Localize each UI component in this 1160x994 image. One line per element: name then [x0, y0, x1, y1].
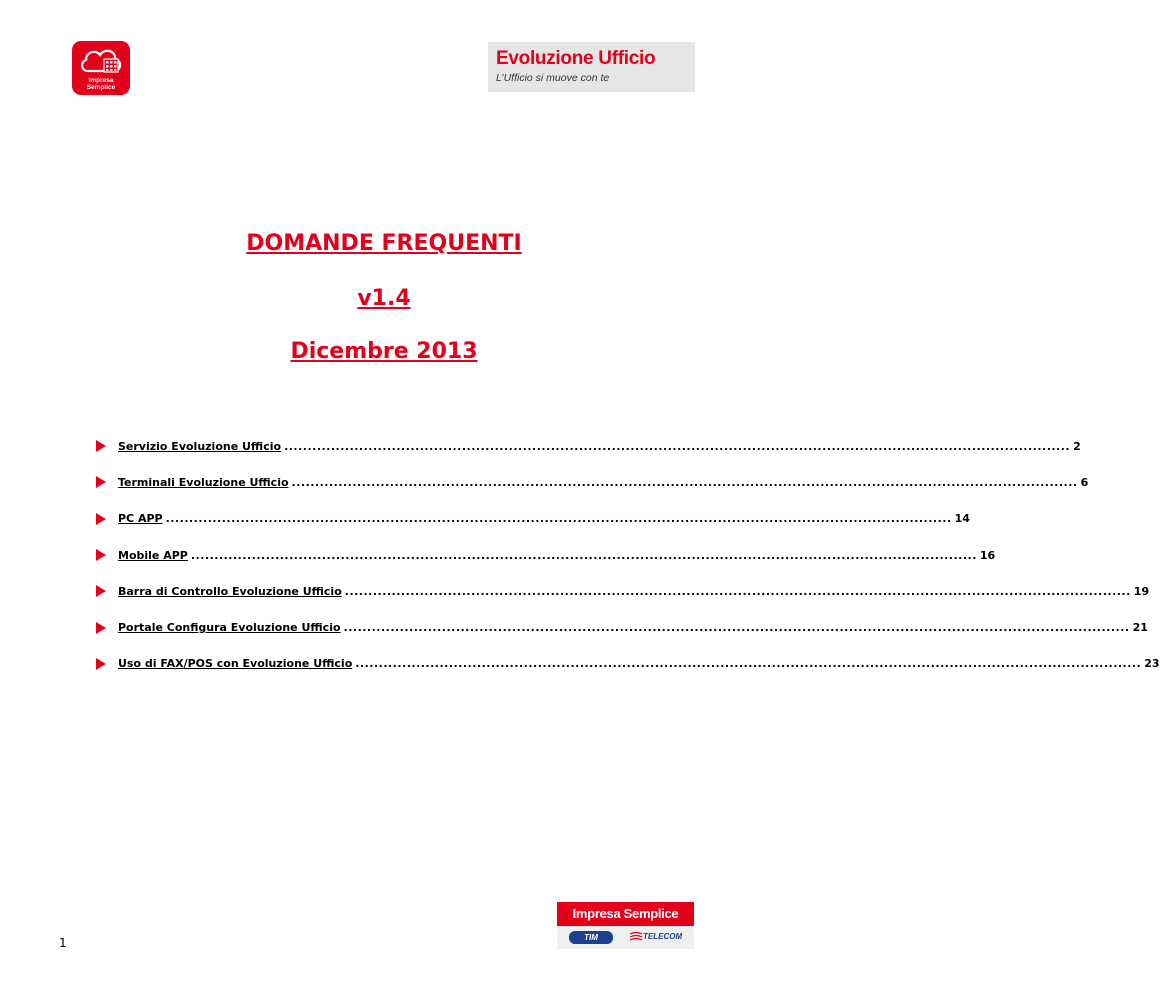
page-number: 1: [59, 936, 67, 950]
toc-item-page: 23: [1144, 657, 1160, 671]
tim-logo: [569, 931, 613, 944]
toc-item-page: 6: [1080, 475, 1089, 489]
toc-leader-dots: ........................................................................................................................................................................: [343, 621, 1130, 635]
table-of-contents: [96, 428, 1160, 682]
footer-brand-bar: [557, 902, 694, 926]
toc-item[interactable]: [96, 428, 1081, 464]
toc-item-label[interactable]: Terminali Evoluzione Ufficio: [118, 475, 289, 489]
tim-logo-text: TIM: [584, 933, 598, 942]
arrow-bullet-icon: [96, 658, 106, 670]
toc-item[interactable]: [96, 573, 1150, 609]
toc-leader-dots: ........................................................................................................................................................................: [344, 584, 1131, 598]
cloud-icon: [78, 45, 124, 75]
toc-leader-dots: ........................................................................................................................................................................: [355, 657, 1142, 671]
document-date: Dicembre 2013: [290, 339, 478, 364]
toc-item[interactable]: [96, 464, 1089, 500]
toc-leader-dots: ........................................................................................................................................................................: [284, 439, 1071, 453]
toc-item-label[interactable]: PC APP: [118, 512, 163, 526]
document-version: v1.4: [357, 286, 411, 311]
toc-leader-dots: ........................................................................................................................................................................: [190, 548, 977, 562]
arrow-bullet-icon: [96, 622, 106, 634]
toc-item[interactable]: [96, 609, 1148, 645]
evoluzione-ufficio-brand: [488, 42, 695, 92]
toc-item-label[interactable]: Portale Configura Evoluzione Ufficio: [118, 621, 341, 635]
arrow-bullet-icon: [96, 549, 106, 561]
toc-item-page: 2: [1073, 439, 1081, 453]
brand-title: Evoluzione Ufficio: [496, 48, 656, 69]
toc-item-label[interactable]: Uso di FAX/POS con Evoluzione Ufficio: [118, 657, 353, 671]
toc-item-label[interactable]: Mobile APP: [118, 548, 188, 562]
telecom-logo-text: TELECOM: [643, 932, 683, 941]
toc-item-label[interactable]: Barra di Controllo Evoluzione Ufficio: [118, 584, 342, 598]
toc-leader-dots: ........................................................................................................................................................................: [291, 475, 1078, 489]
toc-item-label[interactable]: Servizio Evoluzione Ufficio: [118, 439, 282, 453]
toc-item[interactable]: [96, 501, 970, 537]
app-logo-text-line1: Impresa: [88, 77, 114, 84]
arrow-bullet-icon: [96, 513, 106, 525]
telecom-waves-icon: [629, 930, 643, 944]
impresa-semplice-footer-logo: [557, 902, 694, 949]
toc-item-page: 16: [979, 548, 996, 562]
brand-subtitle: L’Ufficio si muove con te: [496, 72, 610, 84]
impresa-semplice-app-logo: [72, 41, 130, 95]
footer-brand-text: Impresa Semplice: [572, 906, 679, 921]
document-title: DOMANDE FREQUENTI: [246, 231, 522, 256]
toc-item-page: 19: [1133, 584, 1150, 598]
toc-item[interactable]: [96, 537, 996, 573]
app-logo-text-line2: Semplice: [86, 84, 116, 91]
app-logo-text: [72, 77, 130, 91]
arrow-bullet-icon: [96, 440, 106, 452]
arrow-bullet-icon: [96, 585, 106, 597]
toc-leader-dots: ........................................................................................................................................................................: [165, 512, 952, 526]
arrow-bullet-icon: [96, 476, 106, 488]
toc-item[interactable]: [96, 646, 1160, 682]
toc-item-page: 21: [1132, 621, 1148, 635]
toc-item-page: 14: [954, 512, 970, 526]
